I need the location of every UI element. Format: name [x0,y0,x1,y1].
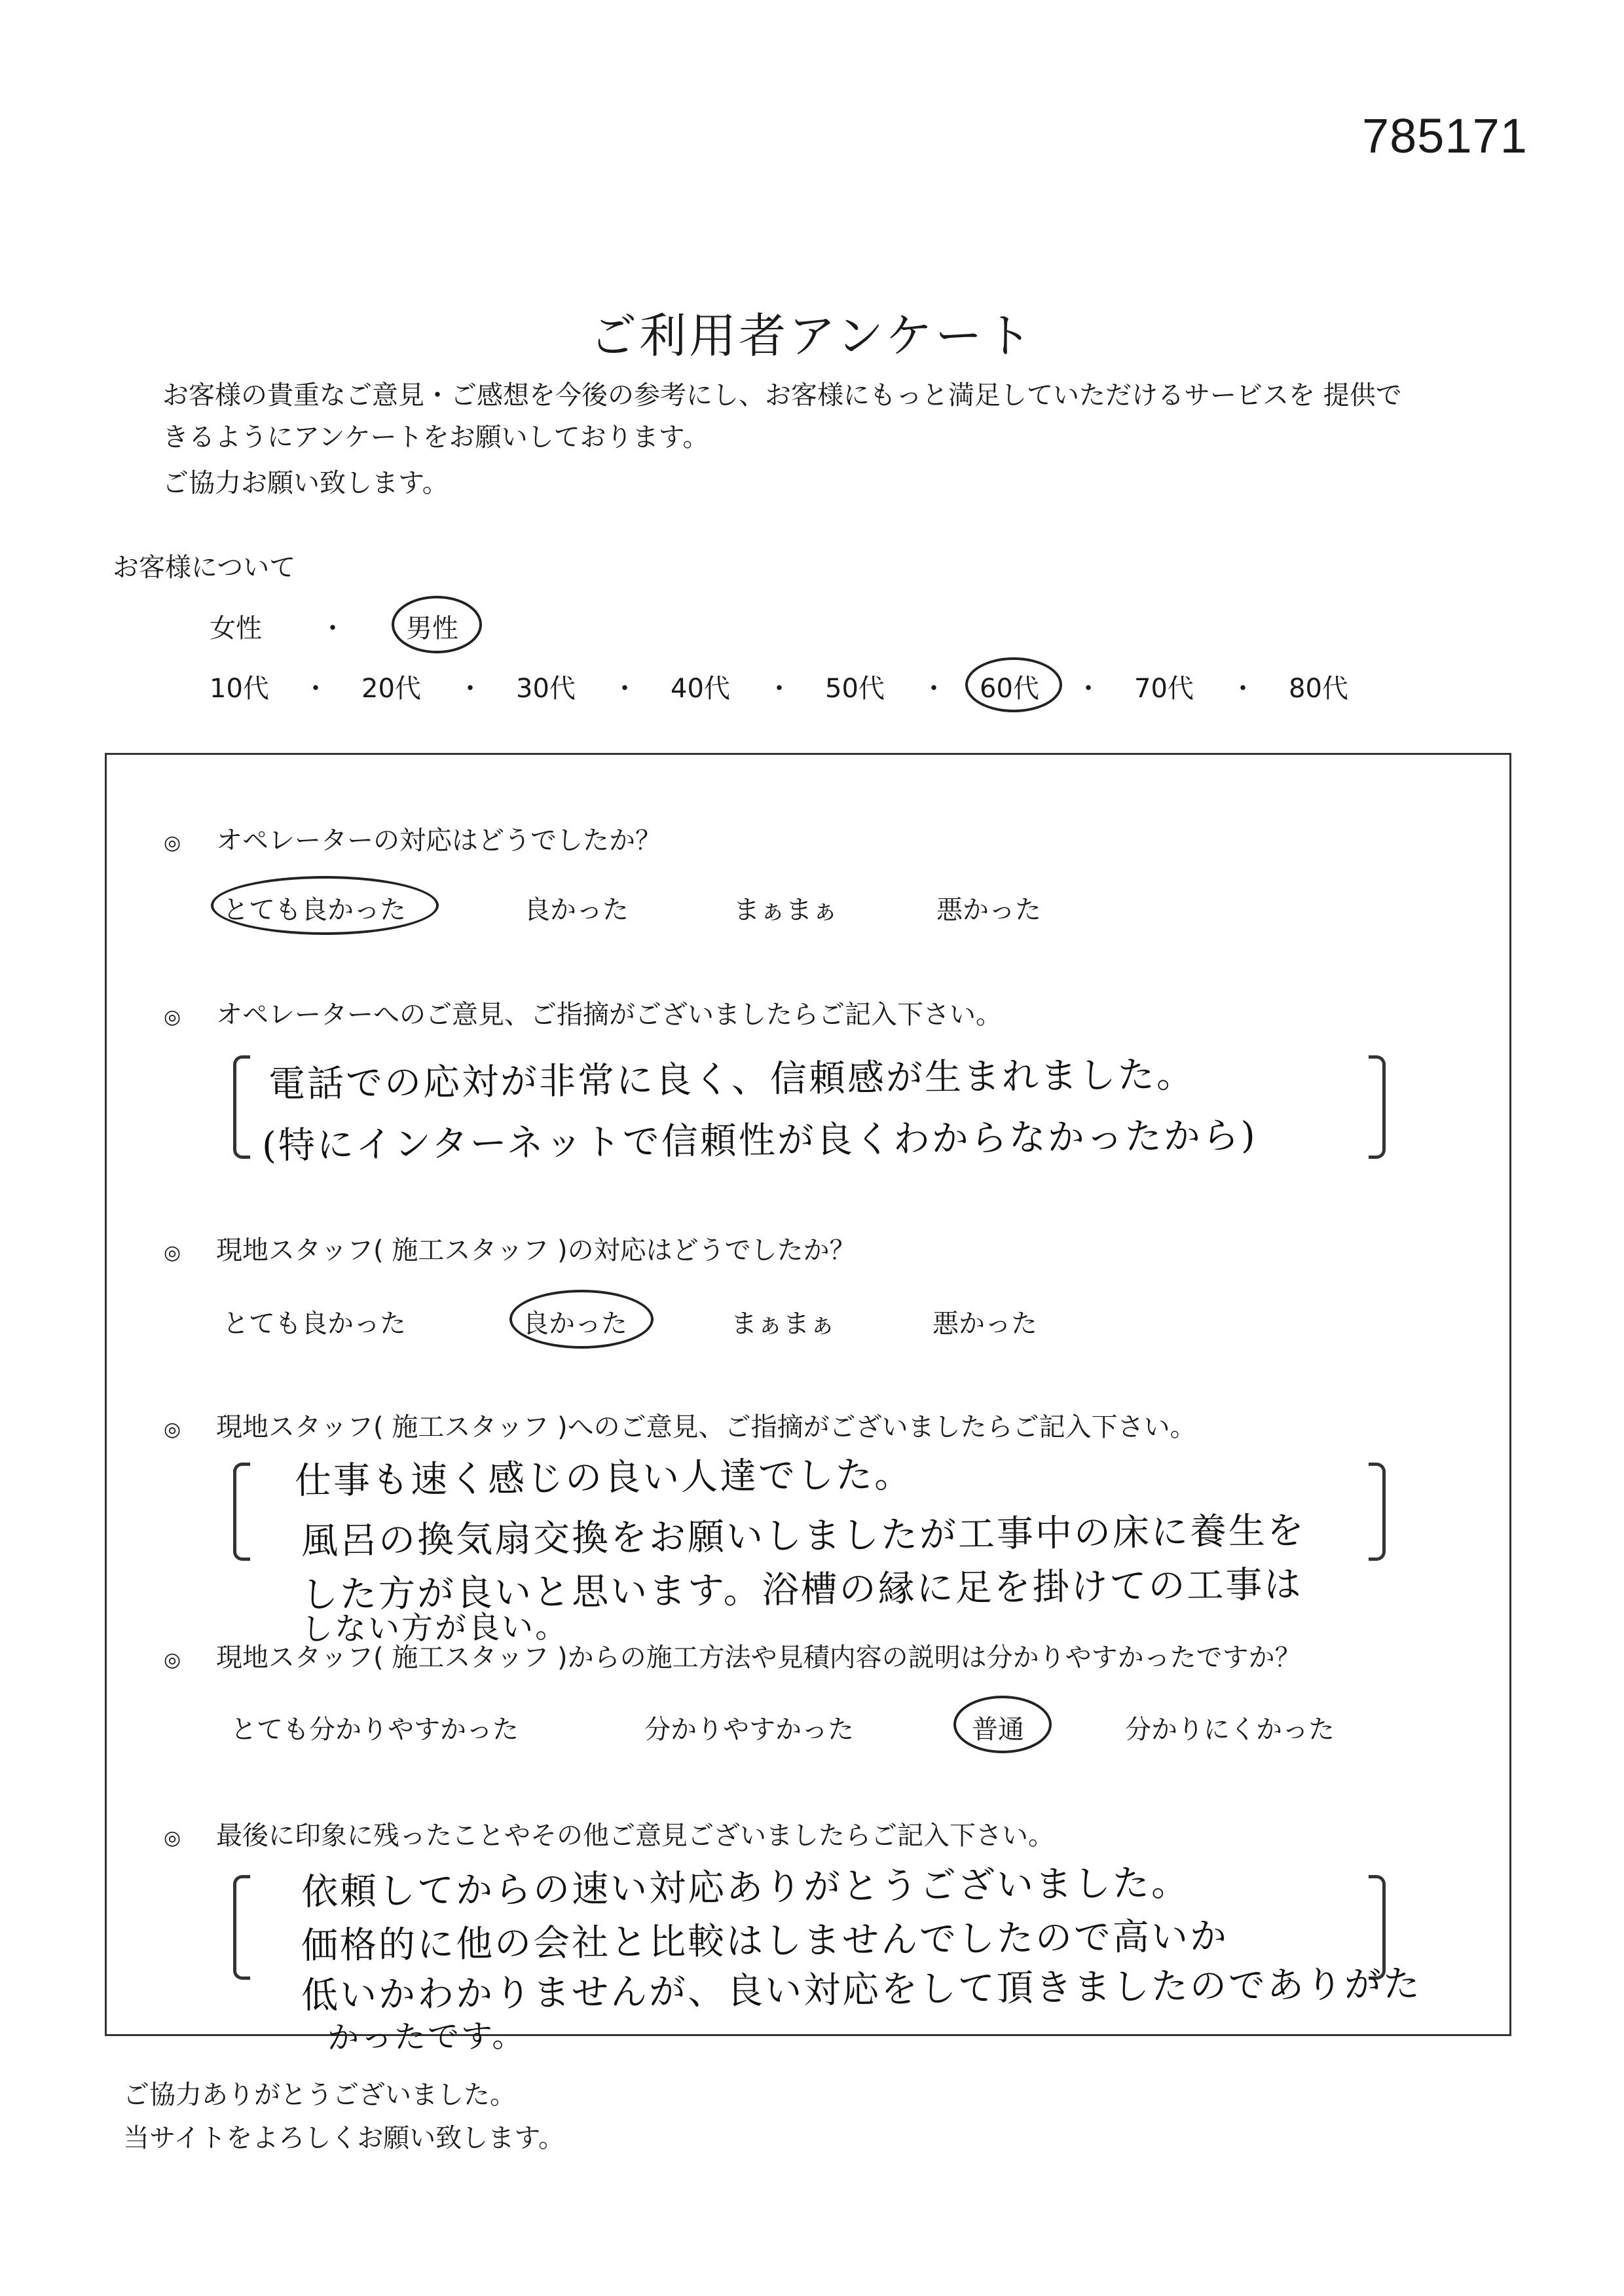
age-option-70s[interactable]: 70代 [1134,674,1194,704]
q2-answer-line-1: 電話での応対が非常に良く、信頼感が生まれました。 [268,1053,1196,1106]
age-option-50s[interactable]: 50代 [825,674,885,704]
question-mark: ◎ [164,1241,181,1264]
customer-heading: お客様について [113,553,296,583]
q6-answer-line-3: 低いかわかりませんが、良い対応をして頂きましたのでありがた [301,1963,1422,2017]
q5-option-normal[interactable]: 普通 [972,1715,1024,1745]
age-option-20s[interactable]: 20代 [361,674,421,704]
question-1 [164,820,661,857]
answer-bracket-left [233,1463,250,1561]
q6-answer-line-4: かったです。 [327,2017,526,2056]
q1-option-very-good[interactable]: とても良かった [223,895,406,925]
document-id: 785171 [1362,109,1528,163]
age-option-10s[interactable]: 10代 [210,674,269,704]
footer-thanks: ご協力ありがとうございました。 [123,2080,516,2110]
q1-option-good[interactable]: 良かった [524,895,629,925]
footer-closing: 当サイトをよろしくお願い致します。 [123,2123,564,2153]
question-text: オペレーターへのご意見、ご指摘がございましたらご記入下さい。 [216,1000,1002,1030]
q4-answer-line-2: 風呂の換気扇交換をお願いしましたが工事中の床に養生を [301,1509,1306,1563]
age-option-80s[interactable]: 80代 [1289,674,1348,704]
answer-bracket-left [233,1055,250,1159]
question-text: 現地スタッフ( 施工スタッフ )へのご意見、ご指摘がございましたらご記入下さい。 [216,1412,1196,1442]
q1-option-bad[interactable]: 悪かった [936,895,1041,925]
q1-option-fair[interactable]: まぁまぁ [733,895,838,925]
gender-option-female[interactable]: 女性 [210,613,262,644]
separator: ・ [1075,674,1101,704]
answer-bracket-right [1369,1463,1386,1561]
q5-option-very-clear[interactable]: とても分かりやすかった [231,1715,519,1745]
q3-option-fair[interactable]: まぁまぁ [731,1309,836,1339]
separator: ・ [612,674,638,704]
question-3 [164,1230,856,1267]
age-option-30s[interactable]: 30代 [516,674,576,704]
q6-answer-line-1: 依頼してからの速い対応ありがとうございました。 [301,1861,1190,1914]
separator: ・ [303,674,329,704]
separator: ・ [1230,674,1256,704]
q3-option-good[interactable]: 良かった [523,1309,627,1339]
intro-line-3: ご協力お願い致します。 [162,468,449,498]
question-5 [164,1637,1301,1674]
question-mark: ◎ [164,1006,181,1029]
question-mark: ◎ [164,831,181,854]
q2-answer-line-2: (特にインターネットで信頼性が良くわからなかったから) [261,1114,1257,1167]
age-option-40s[interactable]: 40代 [671,674,730,704]
separator: ・ [320,613,346,644]
question-2 [164,994,1002,1031]
question-text: 最後に印象に残ったことやその他ご意見ございましたらご記入下さい。 [216,1821,1054,1851]
gender-option-male[interactable]: 男性 [406,613,458,644]
q3-option-bad[interactable]: 悪かった [932,1309,1037,1339]
question-mark: ◎ [164,1827,181,1850]
q5-option-unclear[interactable]: 分かりにくかった [1125,1715,1335,1745]
q6-answer-line-2: 価格的に他の会社と比較はしませんでしたので高いか [301,1915,1229,1967]
q3-option-very-good[interactable]: とても良かった [223,1309,406,1339]
q5-option-clear[interactable]: 分かりやすかった [644,1715,854,1745]
question-4 [164,1406,1196,1444]
question-text: 現地スタッフ( 施工スタッフ )の対応はどうでしたか？ [216,1235,856,1266]
answer-bracket-right [1369,1055,1386,1159]
survey-title: ご利用者アンケート [589,308,1035,363]
question-6 [164,1815,1054,1852]
age-option-60s[interactable]: 60代 [980,674,1039,704]
intro-line-2: きるようにアンケートをお願いしております。 [162,422,709,452]
question-mark: ◎ [164,1418,181,1441]
question-text: 現地スタッフ( 施工スタッフ )からの施工方法や見積内容の説明は分かりやすかったですか？ [216,1643,1301,1673]
separator: ・ [921,674,947,704]
q4-answer-line-4: しない方が良い。 [301,1608,569,1648]
question-text: オペレーターの対応はどうでしたか？ [216,826,661,856]
separator: ・ [457,674,483,704]
answer-bracket-left [233,1875,250,1980]
separator: ・ [766,674,792,704]
intro-line-1: お客様の貴重なご意見・ご感想を今後の参考にし、お客様にもっと満足していただけるサービスを 提供で [162,380,1402,410]
question-mark: ◎ [164,1649,181,1671]
q4-answer-line-3: した方が良いと思います。浴槽の縁に足を掛けての工事は [301,1563,1303,1616]
q4-answer-line-1: 仕事も速く感じの良い人達でした。 [294,1453,913,1503]
